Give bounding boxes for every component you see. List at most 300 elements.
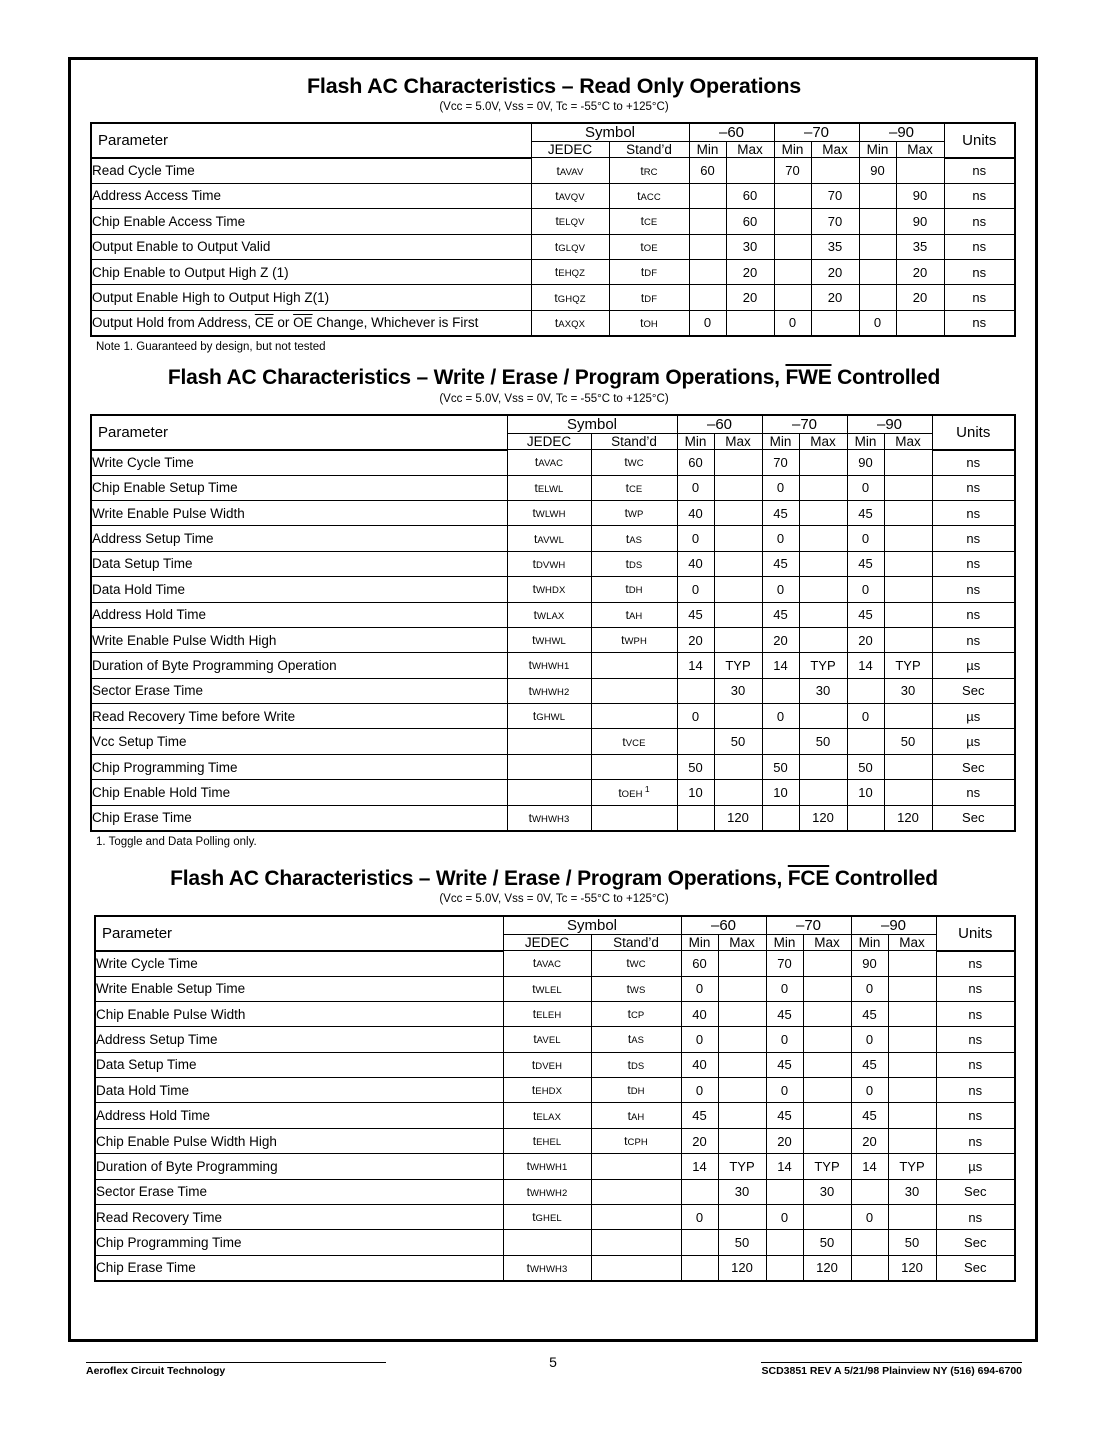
units-cell: ns [932, 450, 1015, 475]
standard-symbol-cell: tOH [609, 310, 689, 335]
value-min-60 [677, 729, 714, 754]
value-min-70: 0 [762, 704, 799, 729]
value-max-90 [896, 158, 944, 183]
parameter-cell: Chip Enable to Output High Z (1) [91, 259, 531, 284]
units-cell: ns [936, 1027, 1015, 1052]
value-max-90 [884, 780, 932, 805]
jedec-symbol-cell: tAVAC [507, 450, 591, 475]
value-max-70: 20 [811, 285, 859, 310]
value-max-90 [884, 577, 932, 602]
value-min-60: 40 [677, 551, 714, 576]
value-max-60: 120 [718, 1255, 766, 1280]
value-min-70: 0 [766, 1027, 803, 1052]
jedec-symbol-cell: tWHDX [507, 577, 591, 602]
units-cell: Sec [936, 1255, 1015, 1280]
value-min-70 [766, 1179, 803, 1204]
value-max-70 [799, 602, 847, 627]
value-max-90: 20 [896, 259, 944, 284]
section-1-title: Flash AC Characteristics – Read Only Operations [306, 74, 802, 98]
standard-symbol-cell [591, 653, 677, 678]
standard-symbol-cell [591, 754, 677, 779]
standard-symbol-cell [591, 678, 677, 703]
units-cell: ns [932, 577, 1015, 602]
jedec-symbol-cell: tDVWH [507, 551, 591, 576]
parameter-cell: Data Hold Time [91, 577, 507, 602]
value-min-90: 10 [847, 780, 884, 805]
header-jedec: JEDEC [507, 434, 591, 450]
standard-symbol-cell: tDS [591, 551, 677, 576]
header-max-70: Max [803, 935, 851, 951]
header-min-60: Min [677, 434, 714, 450]
value-max-70: 20 [811, 259, 859, 284]
value-max-90 [888, 1027, 936, 1052]
section-3-title [90, 867, 1018, 891]
header-speed-90: –90 [851, 916, 936, 935]
value-max-90: 30 [888, 1179, 936, 1204]
jedec-symbol-cell: tWLEL [503, 976, 591, 1001]
parameter-cell: Write Cycle Time [95, 951, 503, 976]
units-cell: ns [936, 976, 1015, 1001]
table-row [91, 678, 1015, 703]
table-row [91, 526, 1015, 551]
units-cell: Sec [932, 678, 1015, 703]
jedec-symbol-cell: tGLQV [531, 234, 609, 259]
value-max-70 [799, 551, 847, 576]
value-max-60 [718, 1128, 766, 1153]
parameter-cell: Chip Programming Time [91, 754, 507, 779]
header-parameter: Parameter [91, 123, 531, 158]
value-max-70 [803, 1001, 851, 1026]
section-3-conditions: (Vcc = 5.0V, Vss = 0V, Tc = -55°C to +125°C) [439, 893, 669, 906]
value-max-90 [888, 1001, 936, 1026]
value-max-60: TYP [718, 1154, 766, 1179]
standard-symbol-cell [591, 1255, 681, 1280]
table-row [95, 1205, 1015, 1230]
header-min-60: Min [689, 142, 726, 158]
header-min-90: Min [859, 142, 896, 158]
parameter-cell: Write Enable Pulse Width High [91, 627, 507, 652]
table-header-row-top [95, 916, 1015, 935]
jedec-symbol-cell: tEHDX [503, 1078, 591, 1103]
standard-symbol-cell [591, 1205, 681, 1230]
parameter-cell: Read Recovery Time before Write [91, 704, 507, 729]
section-read-only [90, 74, 1018, 354]
table-row [95, 1154, 1015, 1179]
value-min-90: 0 [851, 976, 888, 1001]
value-min-90 [847, 805, 884, 830]
value-min-70 [774, 183, 811, 208]
standard-symbol-cell: tWC [591, 450, 677, 475]
value-min-70: 45 [762, 551, 799, 576]
standard-symbol-cell: tWPH [591, 627, 677, 652]
value-min-70 [774, 209, 811, 234]
section-3-title-overline: $\overline{FCE}$ [787, 867, 830, 891]
value-max-70: 35 [811, 234, 859, 259]
page-footer [68, 1352, 1038, 1392]
value-max-70 [803, 1027, 851, 1052]
value-min-90: 90 [859, 158, 896, 183]
table-row [95, 1078, 1015, 1103]
standard-symbol-cell: tACC [609, 183, 689, 208]
section-2-title [90, 366, 1018, 390]
header-parameter: Parameter [91, 415, 507, 450]
value-min-90: 90 [847, 450, 884, 475]
jedec-symbol-cell [507, 729, 591, 754]
units-cell: µs [932, 704, 1015, 729]
value-max-70: 50 [803, 1230, 851, 1255]
header-speed-90: –90 [859, 123, 944, 142]
value-min-70: 45 [766, 1103, 803, 1128]
value-min-70 [774, 234, 811, 259]
units-cell: ns [936, 1128, 1015, 1153]
section-fce-controlled [90, 867, 1018, 1281]
table-row [95, 1001, 1015, 1026]
value-max-70: TYP [803, 1154, 851, 1179]
table-read-only-operations [90, 122, 1016, 336]
standard-symbol-cell [591, 1179, 681, 1204]
table-fwe-controlled [90, 414, 1016, 831]
value-min-90: 45 [851, 1001, 888, 1026]
section-3-title-post: Controlled [829, 867, 938, 891]
jedec-symbol-cell: tWHWL [507, 627, 591, 652]
value-min-60 [689, 285, 726, 310]
jedec-symbol-cell: tAVAV [531, 158, 609, 183]
standard-symbol-cell: tVCE [591, 729, 677, 754]
jedec-symbol-cell: tELWL [507, 475, 591, 500]
units-cell: ns [936, 1205, 1015, 1230]
value-min-60 [689, 259, 726, 284]
table-row [91, 310, 1015, 335]
value-max-60 [714, 475, 762, 500]
header-min-70: Min [762, 434, 799, 450]
value-max-90 [884, 754, 932, 779]
units-cell: ns [936, 1052, 1015, 1077]
table-fce-controlled [94, 915, 1016, 1282]
header-speed-70: –70 [762, 415, 847, 434]
table-row [95, 1052, 1015, 1077]
jedec-symbol-cell: tEHEL [503, 1128, 591, 1153]
value-min-90: 20 [851, 1128, 888, 1153]
value-max-90: 35 [896, 234, 944, 259]
standard-symbol-cell: tOE [609, 234, 689, 259]
jedec-symbol-cell: tWHWH3 [507, 805, 591, 830]
value-max-60 [718, 1027, 766, 1052]
units-cell: ns [944, 234, 1015, 259]
table-row [91, 754, 1015, 779]
value-max-90 [884, 526, 932, 551]
value-min-60 [681, 1179, 718, 1204]
header-symbol: Symbol [531, 123, 689, 142]
parameter-cell: Address Hold Time [91, 602, 507, 627]
value-max-90: 90 [896, 183, 944, 208]
value-min-60 [677, 805, 714, 830]
standard-symbol-cell: tDS [591, 1052, 681, 1077]
units-cell: ns [936, 1001, 1015, 1026]
value-min-60: 0 [681, 1205, 718, 1230]
header-max-60: Max [714, 434, 762, 450]
value-min-90: 50 [847, 754, 884, 779]
value-max-70: 30 [799, 678, 847, 703]
value-min-70 [774, 285, 811, 310]
section-2-title-overline: $\overline{FWE}$ [785, 366, 832, 390]
value-max-60 [714, 704, 762, 729]
value-min-60: 50 [677, 754, 714, 779]
table-row [91, 627, 1015, 652]
table-row [95, 1230, 1015, 1255]
value-min-60: 20 [677, 627, 714, 652]
value-min-70: 14 [766, 1154, 803, 1179]
parameter-cell: Sector Erase Time [91, 678, 507, 703]
value-max-90 [884, 627, 932, 652]
standard-symbol-cell [591, 1154, 681, 1179]
units-cell: Sec [932, 754, 1015, 779]
value-max-70 [803, 1103, 851, 1128]
parameter-cell: Write Cycle Time [91, 450, 507, 475]
value-min-70: 45 [762, 500, 799, 525]
table-body [91, 158, 1015, 336]
standard-symbol-cell: tAH [591, 602, 677, 627]
value-max-60: 60 [726, 209, 774, 234]
value-min-60: 0 [677, 704, 714, 729]
value-max-90 [888, 1205, 936, 1230]
parameter-cell: Chip Enable Pulse Width [95, 1001, 503, 1026]
value-min-90 [851, 1255, 888, 1280]
value-min-70 [766, 1255, 803, 1280]
section-2-title-post: Controlled [831, 366, 941, 390]
value-min-90 [847, 678, 884, 703]
value-min-60: 20 [681, 1128, 718, 1153]
value-max-70 [811, 158, 859, 183]
jedec-symbol-cell [507, 780, 591, 805]
value-max-70 [803, 1052, 851, 1077]
jedec-symbol-cell: tGHWL [507, 704, 591, 729]
value-min-90 [859, 209, 896, 234]
value-min-90: 90 [851, 951, 888, 976]
header-max-90: Max [896, 142, 944, 158]
value-min-90 [859, 285, 896, 310]
jedec-symbol-cell: tGHQZ [531, 285, 609, 310]
value-max-70 [803, 976, 851, 1001]
parameter-cell: Duration of Byte Programming Operation [91, 653, 507, 678]
standard-symbol-cell: tAS [591, 526, 677, 551]
value-max-60: 20 [726, 285, 774, 310]
value-max-60: 30 [718, 1179, 766, 1204]
header-max-60: Max [718, 935, 766, 951]
jedec-symbol-cell: tWLAX [507, 602, 591, 627]
value-max-90 [884, 602, 932, 627]
units-cell: ns [932, 551, 1015, 576]
units-cell: Sec [936, 1230, 1015, 1255]
table-row [91, 577, 1015, 602]
table-row [95, 1103, 1015, 1128]
parameter-cell: Read Cycle Time [91, 158, 531, 183]
value-max-90: TYP [888, 1154, 936, 1179]
header-speed-70: –70 [766, 916, 851, 935]
parameter-cell: Address Hold Time [95, 1103, 503, 1128]
value-max-70 [799, 526, 847, 551]
units-cell: ns [932, 780, 1015, 805]
value-min-60: 40 [681, 1052, 718, 1077]
table-row [91, 602, 1015, 627]
value-min-70: 10 [762, 780, 799, 805]
table-body [91, 450, 1015, 831]
footer-doc-info: SCD3851 REV A 5/21/98 Plainview NY (516) 694-6700 [761, 1362, 1022, 1377]
value-min-60: 0 [681, 1027, 718, 1052]
value-min-70: 70 [766, 951, 803, 976]
value-max-70 [799, 500, 847, 525]
standard-symbol-cell: tDF [609, 285, 689, 310]
parameter-cell: Chip Enable Pulse Width High [95, 1128, 503, 1153]
value-max-60: TYP [714, 653, 762, 678]
value-max-60 [714, 500, 762, 525]
value-min-70: 0 [766, 1205, 803, 1230]
parameter-cell: Data Hold Time [95, 1078, 503, 1103]
value-max-60 [714, 577, 762, 602]
value-max-70 [799, 780, 847, 805]
jedec-symbol-cell [503, 1230, 591, 1255]
table-row [91, 285, 1015, 310]
jedec-symbol-cell: tAVWL [507, 526, 591, 551]
value-min-60 [689, 183, 726, 208]
value-min-90 [847, 729, 884, 754]
value-min-60: 60 [681, 951, 718, 976]
value-min-70: 0 [762, 475, 799, 500]
value-max-60 [718, 1052, 766, 1077]
header-max-70: Max [811, 142, 859, 158]
parameter-cell: Sector Erase Time [95, 1179, 503, 1204]
value-min-90: 45 [847, 551, 884, 576]
parameter-cell: Address Setup Time [95, 1027, 503, 1052]
header-speed-60: –60 [689, 123, 774, 142]
table-row [91, 500, 1015, 525]
value-min-60: 40 [677, 500, 714, 525]
value-max-70 [799, 450, 847, 475]
value-max-60 [726, 158, 774, 183]
value-min-60: 0 [681, 1078, 718, 1103]
standard-symbol-cell: tAS [591, 1027, 681, 1052]
parameter-cell: Address Access Time [91, 183, 531, 208]
value-max-90: 20 [896, 285, 944, 310]
parameter-cell: Data Setup Time [95, 1052, 503, 1077]
value-max-60: 60 [726, 183, 774, 208]
value-max-70 [803, 1078, 851, 1103]
parameter-cell: Output Hold from Address, $\overline{CE}$ or $\overline{OE}$ Change, Whichever is First [91, 310, 531, 335]
value-min-60: 14 [677, 653, 714, 678]
jedec-symbol-cell: tWHWH3 [503, 1255, 591, 1280]
table-row [91, 183, 1015, 208]
table-row [95, 1027, 1015, 1052]
value-min-60 [681, 1255, 718, 1280]
value-min-90 [859, 183, 896, 208]
jedec-symbol-cell: tGHEL [503, 1205, 591, 1230]
value-min-60: 14 [681, 1154, 718, 1179]
standard-symbol-cell: tCPH [591, 1128, 681, 1153]
value-min-70 [762, 729, 799, 754]
table-row [91, 551, 1015, 576]
value-min-90 [859, 259, 896, 284]
value-max-60 [714, 551, 762, 576]
value-min-70 [766, 1230, 803, 1255]
value-max-70 [799, 754, 847, 779]
value-max-90: 30 [884, 678, 932, 703]
value-max-90 [884, 500, 932, 525]
value-min-70: 0 [762, 526, 799, 551]
value-min-60 [689, 234, 726, 259]
parameter-cell: Chip Enable Hold Time [91, 780, 507, 805]
value-max-60 [714, 602, 762, 627]
value-max-70 [803, 1205, 851, 1230]
header-min-90: Min [847, 434, 884, 450]
value-max-90 [896, 310, 944, 335]
jedec-symbol-cell: tAXQX [531, 310, 609, 335]
standard-symbol-cell: tRC [609, 158, 689, 183]
jedec-symbol-cell: tWHWH1 [503, 1154, 591, 1179]
parameter-cell: Output Enable to Output Valid [91, 234, 531, 259]
value-min-90: 0 [851, 1078, 888, 1103]
units-cell: ns [936, 1103, 1015, 1128]
standard-symbol-cell: tDH [591, 577, 677, 602]
units-cell: µs [936, 1154, 1015, 1179]
value-max-70 [811, 310, 859, 335]
value-min-90: 45 [847, 602, 884, 627]
parameter-cell: Data Setup Time [91, 551, 507, 576]
units-cell: Sec [932, 805, 1015, 830]
jedec-symbol-cell: tWHWH2 [503, 1179, 591, 1204]
value-max-90 [884, 551, 932, 576]
value-max-60 [718, 1205, 766, 1230]
value-min-90 [851, 1179, 888, 1204]
table-row [95, 1179, 1015, 1204]
standard-symbol-cell: tWS [591, 976, 681, 1001]
units-cell: ns [944, 259, 1015, 284]
section-2-note: 1. Toggle and Data Polling only. [96, 835, 257, 848]
table-row [91, 259, 1015, 284]
value-min-60: 45 [677, 602, 714, 627]
jedec-symbol-cell: tWHWH1 [507, 653, 591, 678]
value-min-70: 0 [766, 1078, 803, 1103]
table-row [95, 1128, 1015, 1153]
parameter-cell: Chip Erase Time [95, 1255, 503, 1280]
standard-symbol-cell [591, 1230, 681, 1255]
value-max-70 [799, 577, 847, 602]
value-min-60: 10 [677, 780, 714, 805]
value-min-60: 60 [689, 158, 726, 183]
section-fwe-controlled [90, 366, 1018, 849]
standard-symbol-cell: tOEH $^1$ [591, 780, 677, 805]
value-max-90: 50 [888, 1230, 936, 1255]
units-cell: ns [936, 951, 1015, 976]
value-max-90 [884, 704, 932, 729]
header-min-90: Min [851, 935, 888, 951]
header-symbol: Symbol [507, 415, 677, 434]
value-max-70: 50 [799, 729, 847, 754]
jedec-symbol-cell: tAVQV [531, 183, 609, 208]
value-max-60: 120 [714, 805, 762, 830]
value-min-70: 0 [766, 976, 803, 1001]
value-min-70: 0 [774, 310, 811, 335]
value-min-70: 50 [762, 754, 799, 779]
value-min-70: 70 [762, 450, 799, 475]
value-max-90: 120 [888, 1255, 936, 1280]
table-row [91, 475, 1015, 500]
value-min-90: 14 [847, 653, 884, 678]
value-min-70 [774, 259, 811, 284]
value-max-60: 50 [714, 729, 762, 754]
standard-symbol-cell [591, 805, 677, 830]
table-row [91, 729, 1015, 754]
table-row [91, 704, 1015, 729]
parameter-cell: Chip Enable Setup Time [91, 475, 507, 500]
